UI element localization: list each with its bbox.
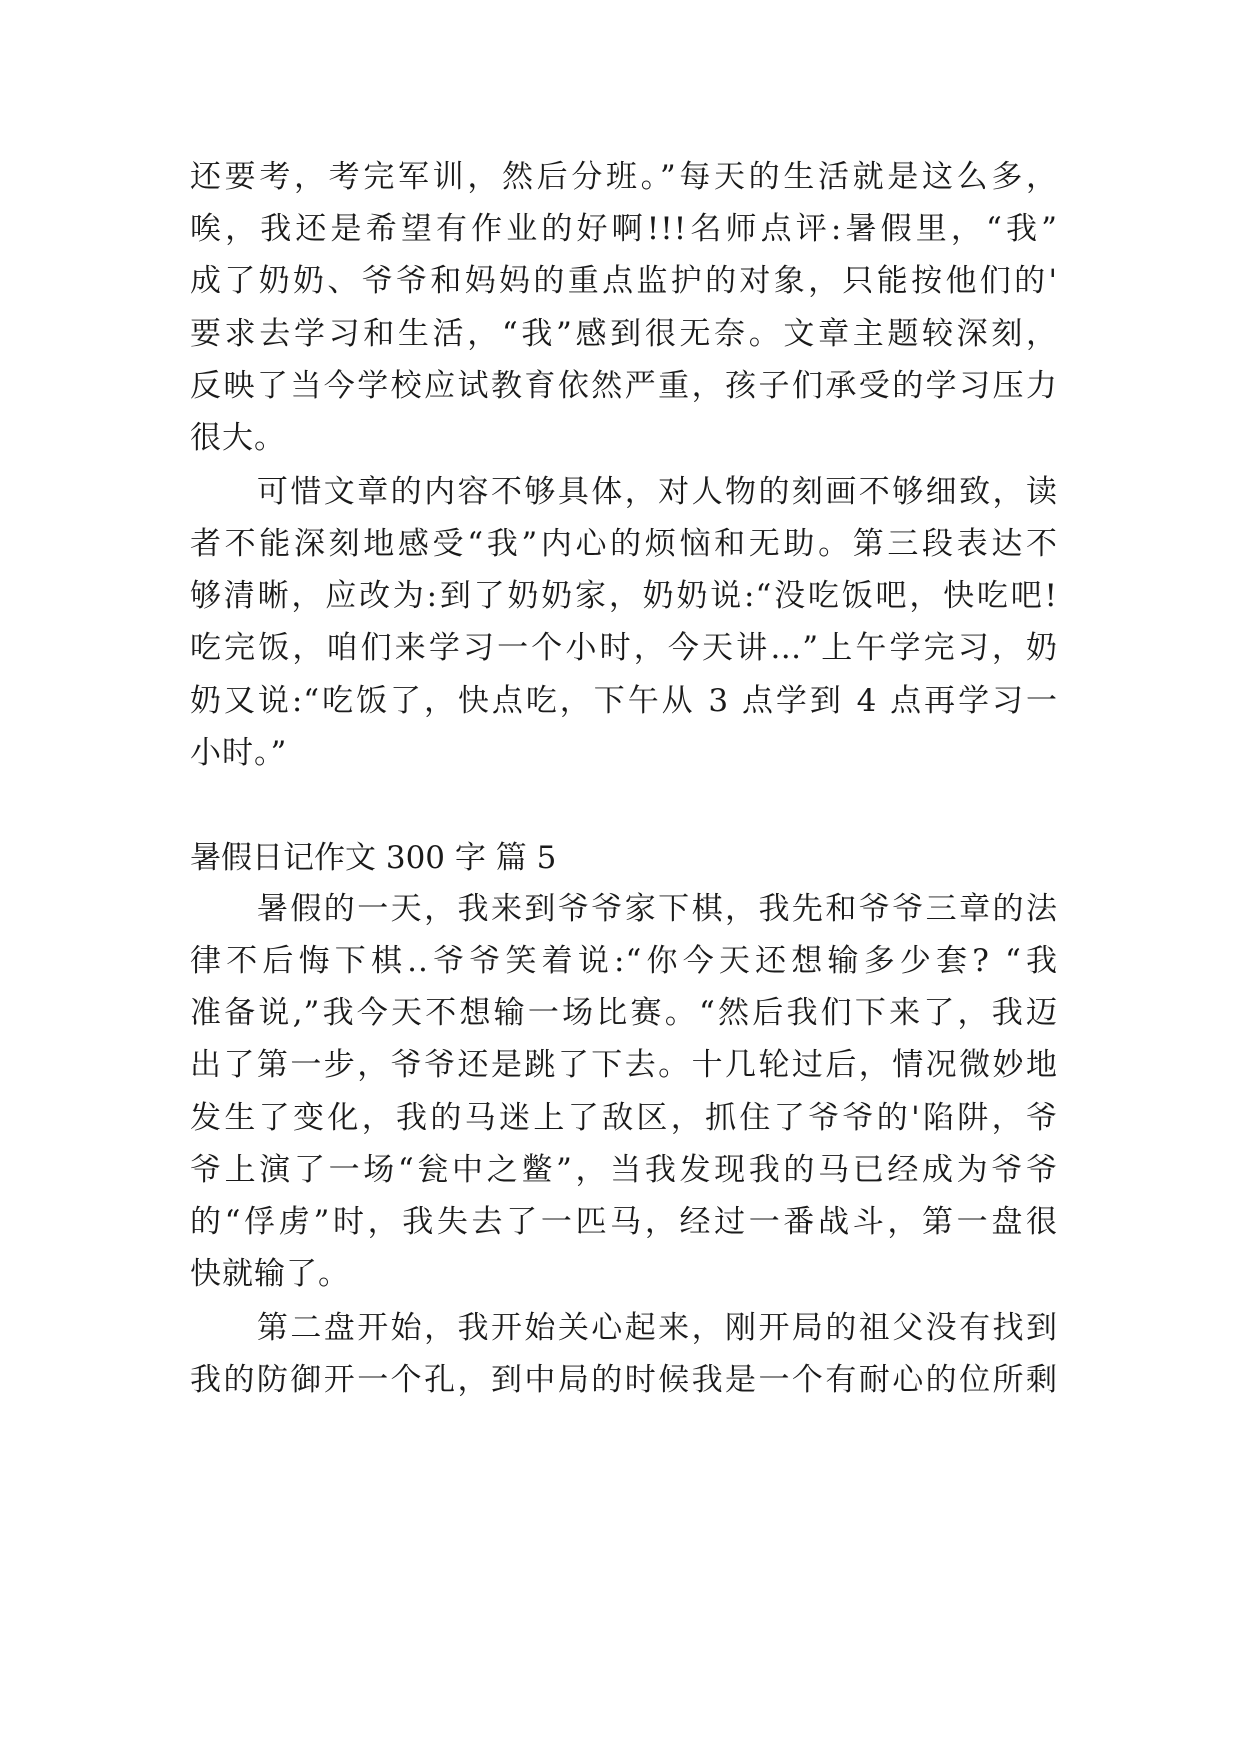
text-line: 暑假的一天，我来到爷爷家下棋，我先和爷爷三章的法 bbox=[190, 891, 1058, 927]
section-heading: 暑假日记作文 300 字 篇 5 bbox=[190, 840, 557, 876]
text-line: 反映了当今学校应试教育依然严重，孩子们承受的学习压力 bbox=[190, 368, 1058, 404]
text-line: 很大。 bbox=[190, 420, 286, 456]
text-line: 准备说,”我今天不想输一场比赛。“然后我们下来了，我迈 bbox=[190, 995, 1058, 1031]
text-line: 律不后悔下棋..爷爷笑着说:“你今天还想输多少套? “我 bbox=[190, 943, 1058, 979]
text-line: 够清晰，应改为:到了奶奶家，奶奶说:“没吃饭吧，快吃吧! bbox=[190, 578, 1058, 614]
text-line: 吃完饭，咱们来学习一个小时，今天讲…”上午学完习，奶 bbox=[190, 630, 1058, 666]
text-line: 爷上演了一场“瓮中之鳖”，当我发现我的马已经成为爷爷 bbox=[190, 1152, 1058, 1188]
text-line: 要求去学习和生活，“我”感到很无奈。文章主题较深刻， bbox=[190, 316, 1058, 352]
text-line: 奶又说:“吃饭了，快点吃，下午从 3 点学到 4 点再学习一 bbox=[190, 683, 1058, 719]
text-line: 第二盘开始，我开始关心起来，刚开局的祖父没有找到 bbox=[190, 1310, 1058, 1346]
text-line: 快就输了。 bbox=[190, 1256, 350, 1292]
text-line: 的“俘虏”时，我失去了一匹马，经过一番战斗，第一盘很 bbox=[190, 1204, 1058, 1240]
text-line: 小时。” bbox=[190, 735, 288, 771]
text-line: 发生了变化，我的马迷上了敌区，抓住了爷爷的'陷阱，爷 bbox=[190, 1100, 1058, 1136]
text-line: 唉，我还是希望有作业的好啊!!!名师点评:暑假里，“我” bbox=[190, 211, 1058, 247]
text-line: 我的防御开一个孔，到中局的时候我是一个有耐心的位所剩 bbox=[190, 1362, 1058, 1398]
text-line: 成了奶奶、爷爷和妈妈的重点监护的对象，只能按他们的' bbox=[190, 263, 1058, 299]
text-line: 可惜文章的内容不够具体，对人物的刻画不够细致，读 bbox=[190, 474, 1058, 510]
text-line: 者不能深刻地感受“我”内心的烦恼和无助。第三段表达不 bbox=[190, 526, 1058, 562]
text-line: 出了第一步，爷爷还是跳了下去。十几轮过后，情况微妙地 bbox=[190, 1047, 1058, 1083]
text-line: 还要考，考完军训，然后分班。”每天的生活就是这么多， bbox=[190, 159, 1058, 195]
